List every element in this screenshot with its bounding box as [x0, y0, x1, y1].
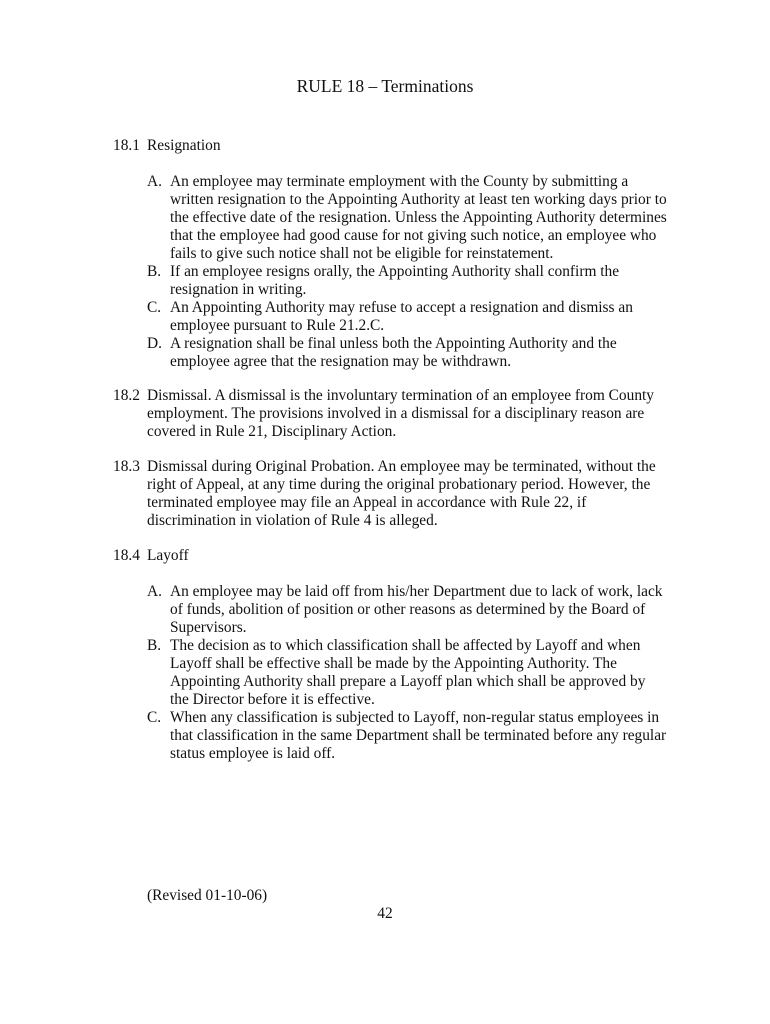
list-item	[147, 583, 667, 637]
page-title: RULE 18 – Terminations	[296, 76, 474, 96]
list-item	[147, 263, 667, 299]
list-item-label: C.	[147, 299, 162, 316]
list-item-label: C.	[147, 709, 162, 726]
list-item-label: B.	[147, 637, 162, 654]
list-item	[147, 335, 667, 371]
section-number: 18.2	[113, 387, 140, 404]
section-number: 18.3	[113, 458, 140, 475]
list-item-label: B.	[147, 263, 162, 280]
section-18-4-heading	[113, 547, 673, 565]
revision-note: (Revised 01-10-06)	[147, 887, 268, 904]
section-18-4-list	[147, 583, 667, 763]
list-item	[147, 637, 667, 709]
list-item-text: The decision as to which classification shall be affected by Layoff and when Layoff shall be effective shall be made by the Appointing Authority. The Appointing Authority shall prepare a Layoff plan which shall be approved by the Director before it is effective.	[170, 637, 646, 708]
section-heading-text: Layoff	[147, 547, 189, 564]
section-text: Dismissal. A dismissal is the involuntary termination of an employee from County employment. The provisions involved in a dismissal for a disciplinary reason are covered in Rule 21, Disciplinary Action.	[147, 387, 654, 440]
section-text: Dismissal during Original Probation. An employee may be terminated, without the right of Appeal, at any time during the original probationary period. However, the terminated employee may file an Appeal in accordance with Rule 22, if discrimination in violation of Rule 4 is alleged.	[147, 458, 656, 529]
list-item-label: A.	[147, 173, 162, 190]
list-item-text: An Appointing Authority may refuse to accept a resignation and dismiss an employee pursuant to Rule 21.2.C.	[170, 299, 633, 334]
section-18-3	[113, 458, 658, 530]
page-number: 42	[377, 905, 393, 922]
list-item-text: A resignation shall be final unless both the Appointing Authority and the employee agree that the resignation may be withdrawn.	[170, 335, 617, 370]
list-item	[147, 173, 667, 263]
list-item-label: A.	[147, 583, 162, 600]
section-18-2	[113, 387, 658, 441]
list-item-label: D.	[147, 335, 162, 352]
list-item-text: When any classification is subjected to Layoff, non-regular status employees in that classification in the same Department shall be terminated before any regular status employee is laid off.	[170, 709, 667, 762]
section-number: 18.4	[113, 547, 140, 564]
section-heading-text: Resignation	[147, 137, 221, 154]
list-item	[147, 299, 667, 335]
list-item-text: An employee may terminate employment with the County by submitting a written resignation to the Appointing Authority at least ten working days prior to the effective date of the resignation. Unless the Appointing Authority determines that the employee had good cause for not giving such notice, an employee who fails to give such notice shall not be eligible for reinstatement.	[170, 173, 667, 262]
list-item	[147, 709, 667, 763]
list-item-text: If an employee resigns orally, the Appointing Authority shall confirm the resignation in writing.	[170, 263, 620, 298]
list-item-text: An employee may be laid off from his/her Department due to lack of work, lack of funds, abolition of position or other reasons as determined by the Board of Supervisors.	[170, 583, 663, 636]
section-number: 18.1	[113, 137, 140, 154]
section-18-1-heading	[113, 137, 673, 155]
section-18-1-list	[147, 173, 667, 371]
